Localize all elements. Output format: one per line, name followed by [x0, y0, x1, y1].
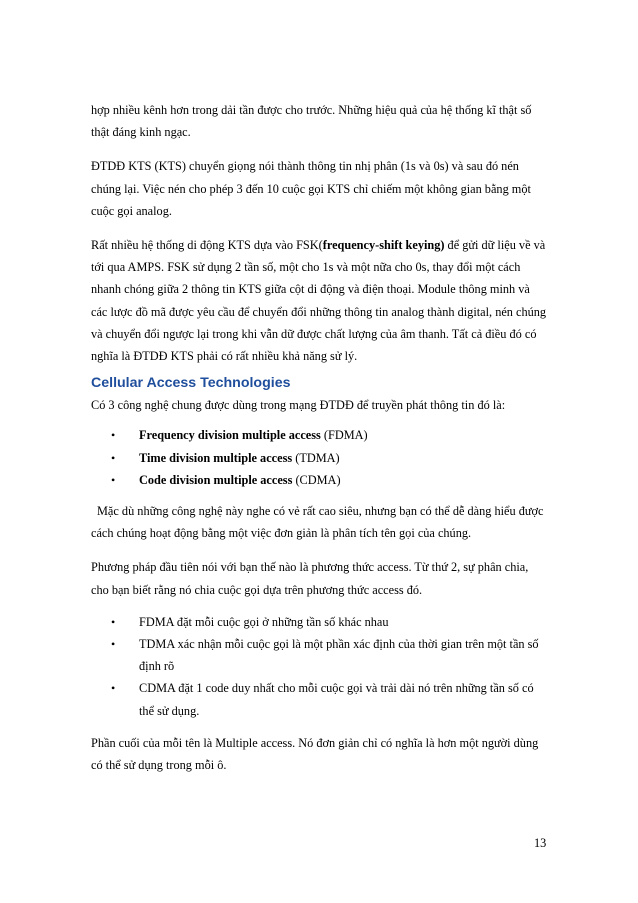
paragraph-intro-continued: hợp nhiều kênh hơn trong dải tần được cho trước. Những hiệu quả của hệ thống kĩ thật số thật đáng kinh ngạc. [91, 103, 532, 140]
method-text: TDMA xác nhận mỗi cuộc gọi là một phần xác định của thời gian trên một tần số định rõ [139, 637, 539, 674]
method-text: CDMA đặt 1 code duy nhất cho mỗi cuộc gọi và trải dài nó trên những tần số có thể sử dụng. [139, 681, 534, 718]
method-text: FDMA đặt mỗi cuộc gọi ở những tần số khác nhau [139, 614, 389, 629]
fsk-bold-term: frequency-shift keying) [322, 238, 445, 253]
bullet-icon: • [111, 637, 116, 652]
methods-list [91, 611, 547, 722]
list-item [111, 469, 547, 491]
paragraph-multiple-access: Phần cuối của mỗi tên là Multiple access. Nó đơn giản chỉ có nghĩa là hơn một người dùng có thể sử dụng trong mỗi ô. [91, 735, 539, 773]
page-number: 13 [534, 836, 547, 850]
paragraph-digital-compression: ĐTDĐ KTS (KTS) chuyển giọng nói thành thông tin nhị phân (1s và 0s) và sau đó nén chúng lại. Việc nén cho phép 3 đến 10 cuộc gọi KTS chỉ chiếm một không gian bằng một cuộc gọi analog. [91, 159, 531, 218]
list-item [111, 633, 547, 677]
list-item [111, 447, 547, 469]
paragraph-access-method: Phương pháp đầu tiên nói với bạn thế nào là phương thức access. Từ thứ 2, sự phân chia, cho bạn biết rằng nó chia cuộc gọi dựa trên phương thức access đó. [91, 560, 529, 597]
fsk-text-before: Rất nhiều hệ thống di động KTS dựa vào FSK( [91, 238, 323, 253]
bullet-icon: • [111, 614, 116, 629]
paragraph-technologies-intro: Có 3 công nghệ chung được dùng trong mạng ĐTDĐ để truyền phát thông tin đó là: [91, 398, 506, 413]
technology-name: Frequency division multiple access [139, 428, 321, 443]
technology-abbr: (CDMA) [292, 472, 341, 487]
bullet-icon: • [111, 450, 116, 465]
section-heading: Cellular Access Technologies [91, 375, 291, 392]
technology-abbr: (TDMA) [292, 450, 340, 465]
paragraph-fsk [91, 234, 547, 367]
technology-name: Code division multiple access [139, 472, 293, 487]
list-item [111, 611, 547, 633]
paragraph-explanation: Mặc dù những công nghệ này nghe có vẻ rất cao siêu, nhưng bạn có thể dễ dàng hiểu được cách chúng hoạt động bằng một việc đơn giản là phân tích tên gọi của chúng. [91, 504, 544, 541]
technology-abbr: (FDMA) [320, 428, 368, 443]
fsk-text-after: để gửi dữ liệu về và tới qua AMPS. FSK sử dụng 2 tần số, một cho 1s và một nữa cho 0s, thay đổi một cách nhanh chóng giữa 2 thông tin KTS giữa cột di động và điện thoại. Module thông minh và các lược đồ mã được yêu cầu để chuyển đổi những thông tin analog thành digital, nén chúng và chuyển đổi ngược lại trong khi vẫn dữ được chất lượng của âm thanh. Tất cả điều đó có nghĩa là ĐTDĐ KTS phải có rất nhiều khả năng sử lý. [91, 238, 547, 364]
list-item [111, 677, 547, 721]
list-item [111, 424, 547, 446]
bullet-icon: • [111, 428, 116, 443]
technology-name: Time division multiple access [139, 450, 293, 465]
bullet-icon: • [111, 472, 116, 487]
bullet-icon: • [111, 681, 116, 696]
technologies-list [91, 424, 547, 491]
page-content [91, 99, 547, 776]
